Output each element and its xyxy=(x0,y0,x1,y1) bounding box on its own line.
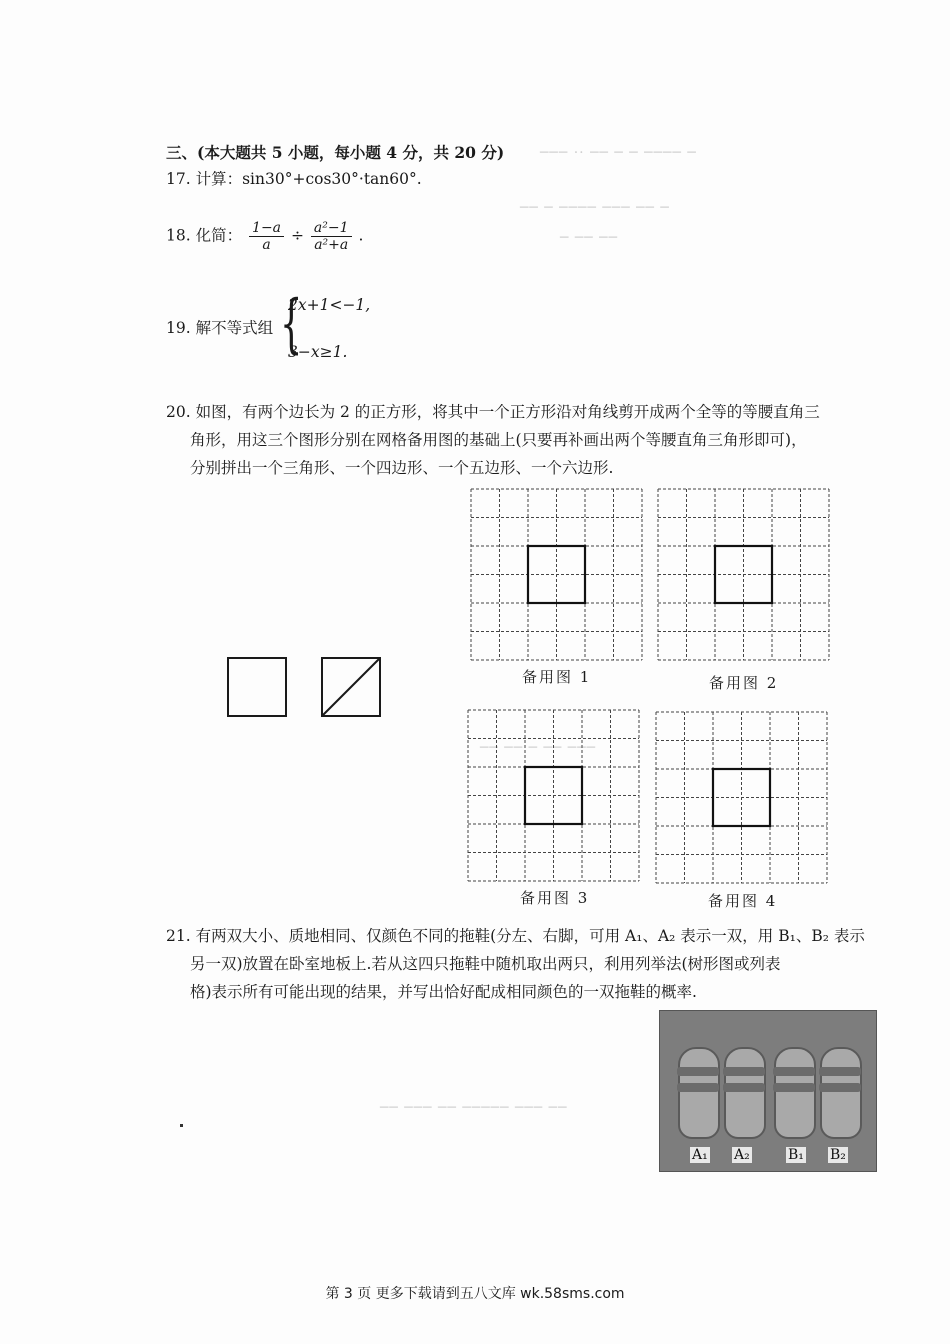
fraction-numerator: a²−1 xyxy=(311,220,352,237)
divide-operator: ÷ xyxy=(290,226,304,245)
photo-label-b1: B₁ xyxy=(788,1147,804,1163)
grid-svg xyxy=(466,708,641,884)
grid-figure-1 xyxy=(469,487,644,663)
question-number: 17. xyxy=(166,170,191,188)
question-20-line3: 分别拼出一个三角形、一个四边形、一个五边形、一个六边形. xyxy=(190,459,614,477)
caption-figure-1: 备用图 1 xyxy=(522,668,592,686)
fraction-1 xyxy=(249,220,284,253)
grid-figure-4 xyxy=(654,710,829,886)
question-21-line1: 21. 有两双大小、质地相同、仅颜色不同的拖鞋(分左、右脚，可用 A₁、A₂ 表示一双，用 B₁、B₂ 表示 xyxy=(166,927,865,945)
photo-label-b2: B₂ xyxy=(830,1147,846,1163)
fraction-2 xyxy=(311,220,352,253)
question-19-label xyxy=(166,316,273,338)
bleed-through-text: ── ─ ──── ─── ── ─ xyxy=(520,200,670,216)
photo-label-a2: A₂ xyxy=(734,1147,750,1163)
question-prefix: 解不等式组 xyxy=(195,319,274,337)
question-text: 计算：sin30°+cos30°·tan60°. xyxy=(195,170,422,188)
stray-dot xyxy=(180,1124,183,1127)
inequality-2: 3−x≥1. xyxy=(288,343,348,361)
caption-figure-3: 备用图 3 xyxy=(520,889,590,907)
question-18 xyxy=(166,220,363,253)
question-suffix: . xyxy=(358,226,364,245)
question-prefix: 化简： xyxy=(195,226,243,245)
question-21-line3: 格)表示所有可能出现的结果，并写出恰好配成相同颜色的一双拖鞋的概率. xyxy=(190,983,697,1001)
grid-svg xyxy=(656,487,831,663)
grid-figure-2 xyxy=(656,487,831,663)
slipper-a1 xyxy=(678,1047,720,1139)
bleed-through-text: ─── ·· ── ─ ─ ──── ─ xyxy=(540,145,697,161)
section-header: 三、(本大题共 5 小题，每小题 4 分，共 20 分) xyxy=(166,143,505,162)
grid-svg xyxy=(654,710,829,886)
fraction-numerator: 1−a xyxy=(249,220,284,237)
slippers-photo xyxy=(659,1010,877,1172)
photo-label-a1: A₁ xyxy=(692,1147,708,1163)
grid-figure-3 xyxy=(466,708,641,884)
fraction-denominator: a²+a xyxy=(314,237,349,253)
diagonal-cut xyxy=(322,658,380,716)
question-number: 19. xyxy=(166,319,191,337)
system-brace: { xyxy=(280,287,303,361)
slipper-b2 xyxy=(820,1047,862,1139)
given-shapes xyxy=(226,656,386,718)
question-20-line2: 角形，用这三个图形分别在网格备用图的基础上(只要再补画出两个等腰直角三角形即可)， xyxy=(190,431,807,449)
bleed-through-text: ── ─── ── ───── ─── ── xyxy=(380,1100,568,1116)
page-footer: 第 3 页 更多下载请到五八文库 wk.58sms.com xyxy=(325,1286,625,1302)
question-17 xyxy=(166,167,422,189)
grid-svg xyxy=(469,487,644,663)
question-21-line2: 另一双)放置在卧室地板上.若从这四只拖鞋中随机取出两只，利用列举法(树形图或列表 xyxy=(190,955,781,973)
question-20-line1: 20. 如图，有两个边长为 2 的正方形，将其中一个正方形沿对角线剪开成两个全等的等腰直角三 xyxy=(166,403,820,421)
fraction-denominator: a xyxy=(262,237,271,253)
slipper-a2 xyxy=(724,1047,766,1139)
caption-figure-2: 备用图 2 xyxy=(709,674,779,692)
square-shape xyxy=(228,658,286,716)
bleed-through-text: ─ ── ── xyxy=(560,230,619,246)
caption-figure-4: 备用图 4 xyxy=(708,892,778,910)
question-number: 18. xyxy=(166,226,191,245)
slipper-b1 xyxy=(774,1047,816,1139)
bleed-through-text: ── ── ─ ── ─── xyxy=(480,740,597,756)
inequality-1: 2x+1<−1, xyxy=(288,296,371,314)
